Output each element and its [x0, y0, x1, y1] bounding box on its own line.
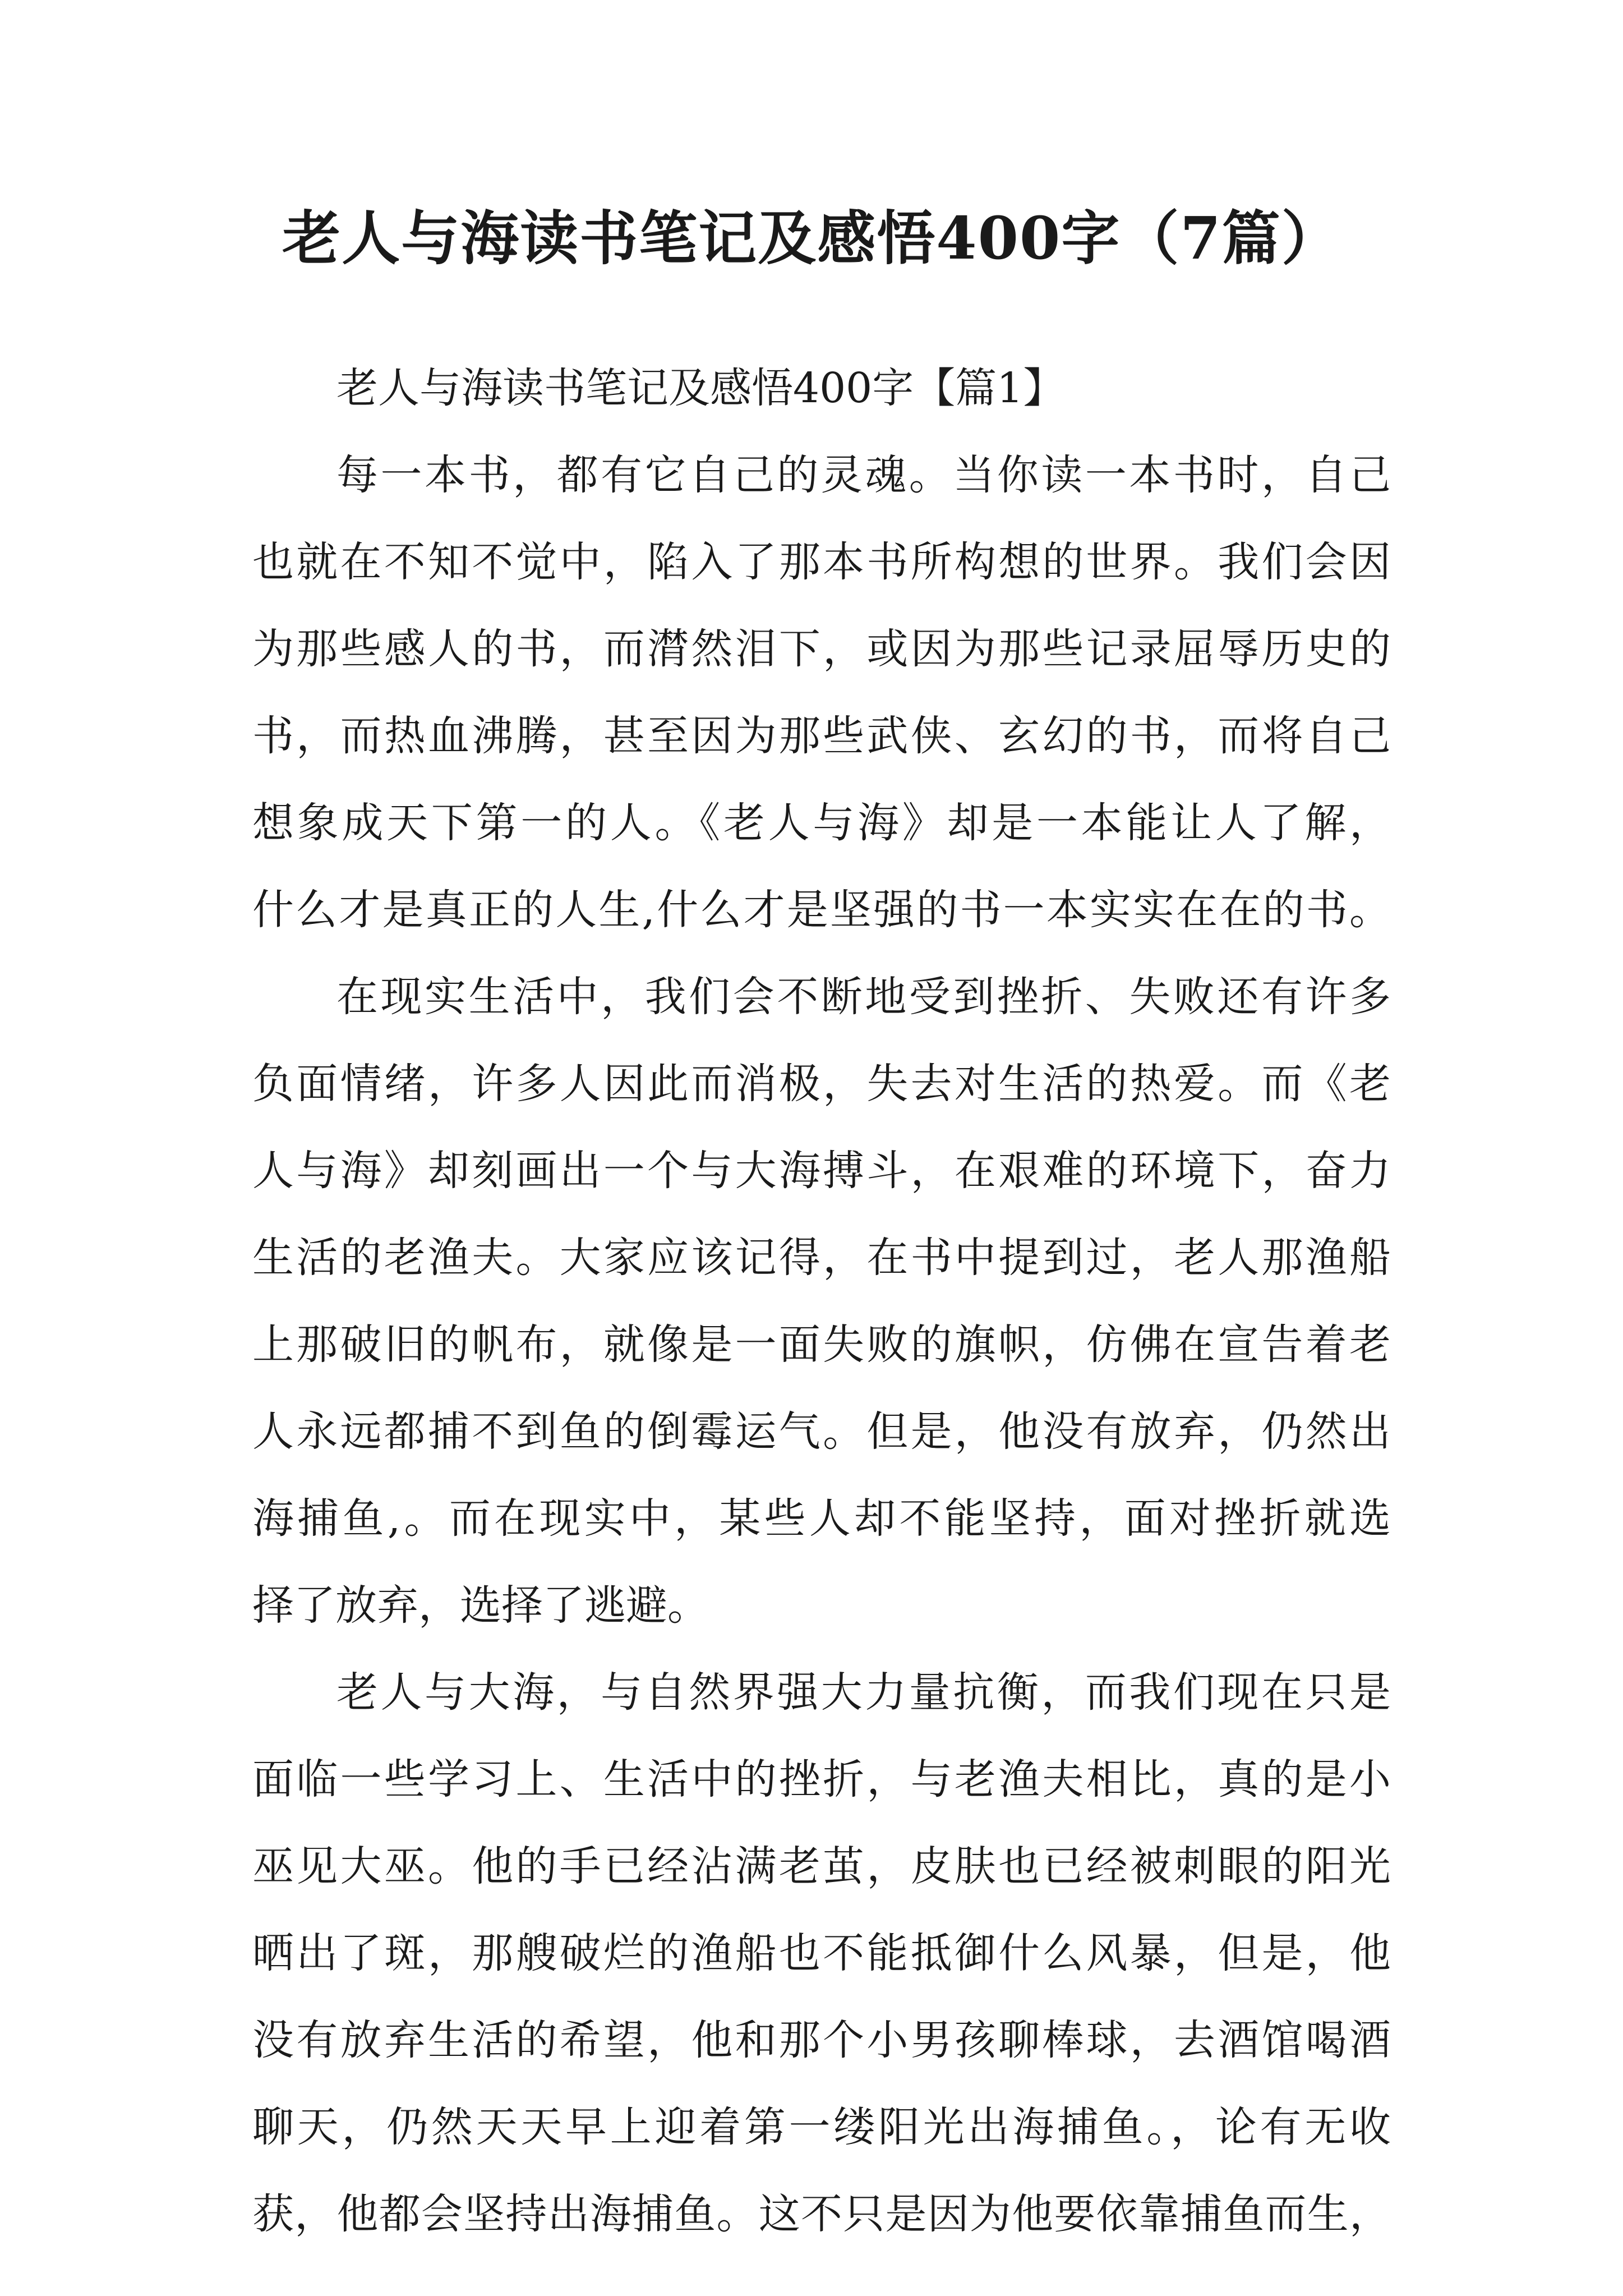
paragraph-line: 老人与大海，与自然界强大力量抗衡，而我们现在只是: [336, 1668, 1391, 1717]
paragraph-line: 上那破旧的帆布，就像是一面失败的旗帜，仿佛在宣告着老: [252, 1320, 1391, 1369]
paragraph-line: 人永远都捕不到鱼的倒霉运气。但是，他没有放弃，仍然出: [252, 1407, 1391, 1456]
paragraph-line: 想象成天下第一的人。《老人与海》却是一本能让人了解，: [252, 799, 1391, 847]
document-title: 老人与海读书笔记及感悟400字（7篇）: [282, 204, 1341, 273]
paragraph-line: 生活的老渔夫。大家应该记得，在书中提到过，老人那渔船: [252, 1234, 1391, 1282]
paragraph-line: 负面情绪，许多人因此而消极，失去对生活的热爱。而《老: [252, 1060, 1391, 1108]
paragraph-line: 晒出了斑，那艘破烂的渔船也不能抵御什么风暴，但是，他: [252, 1929, 1391, 1977]
paragraph-line: 获，他都会坚持出海捕鱼。这不只是因为他要依靠捕鱼而生，: [252, 2190, 1391, 2238]
paragraph-line: 没有放弃生活的希望，他和那个小男孩聊棒球，去酒馆喝酒: [252, 2016, 1391, 2064]
paragraph-line: 面临一些学习上、生活中的挫折，与老渔夫相比，真的是小: [252, 1755, 1391, 1803]
paragraph-line: 为那些感人的书，而潸然泪下，或因为那些记录屈辱历史的: [252, 625, 1391, 673]
paragraph-line: 海捕鱼,。而在现实中，某些人却不能坚持，面对挫折就选: [252, 1494, 1391, 1543]
paragraph-line: 人与海》却刻画出一个与大海搏斗，在艰难的环境下，奋力: [252, 1147, 1391, 1195]
document-body: [252, 345, 1391, 2258]
paragraph-line: 也就在不知不觉中，陷入了那本书所构想的世界。我们会因: [252, 538, 1391, 586]
paragraph-line: 在现实生活中，我们会不断地受到挫折、失败还有许多: [336, 973, 1391, 1021]
paragraph-line: 书，而热血沸腾，甚至因为那些武侠、玄幻的书，而将自己: [252, 712, 1391, 760]
paragraph-line: 什么才是真正的人生,什么才是坚强的书一本实实在在的书。: [252, 886, 1391, 934]
paragraph-line: 聊天，仍然天天早上迎着第一缕阳光出海捕鱼。，论有无收: [252, 2103, 1391, 2151]
section-heading: 老人与海读书笔记及感悟400字【篇1】: [336, 364, 1065, 412]
paragraph-line: 巫见大巫。他的手已经沾满老茧，皮肤也已经被刺眼的阳光: [252, 1842, 1391, 1890]
paragraph-line: 择了放弃，选择了逃避。: [252, 1581, 709, 1630]
paragraph-line: 每一本书，都有它自己的灵魂。当你读一本书时，自己: [336, 451, 1391, 499]
